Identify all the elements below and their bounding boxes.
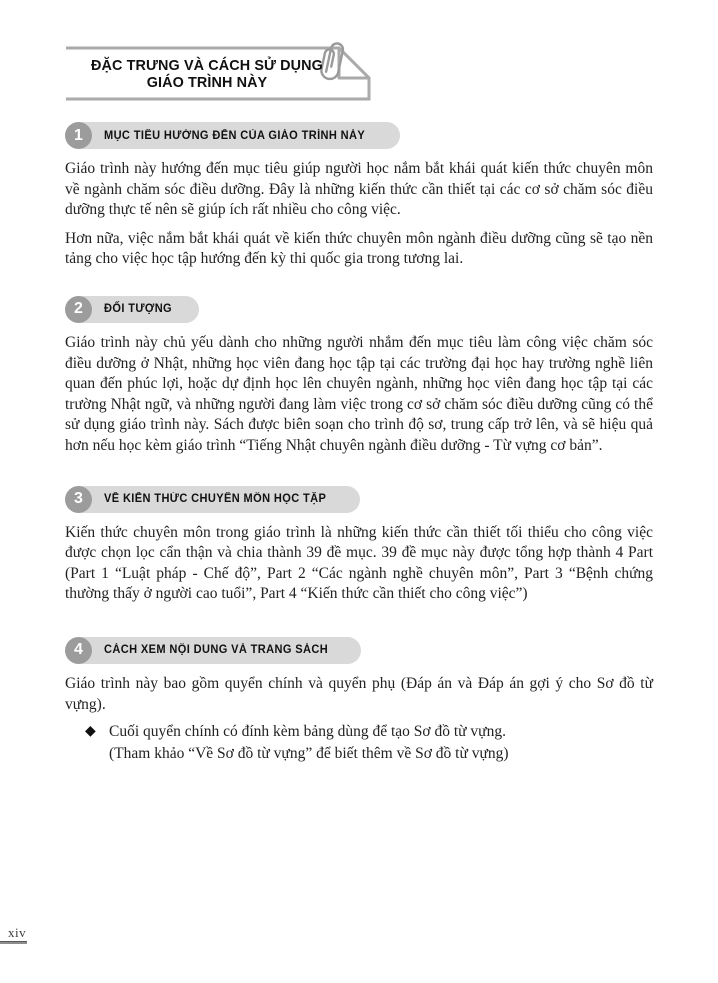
- section-3-label: VỀ KIẾN THỨC CHUYÊN MÔN HỌC TẬP: [104, 493, 327, 506]
- section-4-number-badge: 4: [65, 637, 92, 664]
- section-2-header: [65, 296, 653, 323]
- section-3-pill: [70, 486, 360, 513]
- chapter-header-note: [65, 36, 371, 104]
- page-title: [71, 48, 344, 99]
- diamond-bullet-icon: ◆: [85, 724, 96, 740]
- page-number: xiv: [8, 925, 27, 940]
- section-1-paragraph: Hơn nữa, việc nắm bắt khái quát về kiến thức chuyên môn ngành điều dưỡng cũng sẽ tạo nền tảng cho việc học tập hướng đến kỳ thi quốc gia trong tương lai.: [65, 229, 653, 268]
- bullet-text: Cuối quyển chính có đính kèm bảng dùng để tạo Sơ đồ từ vựng.: [109, 723, 506, 741]
- section-2-number-badge: 2: [65, 296, 92, 323]
- section-1-number-badge: 1: [65, 122, 92, 149]
- section-3-number-badge: 3: [65, 486, 92, 513]
- section-4-label: CÁCH XEM NỘI DUNG VÀ TRANG SÁCH: [104, 644, 329, 657]
- section-4-header: [65, 637, 653, 664]
- bullet-note: (Tham khảo “Về Sơ đồ từ vựng” để biết thêm về Sơ đồ từ vựng): [109, 744, 509, 762]
- section-1-header: [65, 122, 653, 149]
- page-title-line2: GIÁO TRÌNH NÀY: [146, 73, 268, 91]
- section-1-pill: [70, 122, 400, 149]
- section-2-label: ĐỐI TƯỢNG: [104, 303, 173, 316]
- section-4-paragraph: Giáo trình này bao gồm quyển chính và quyển phụ (Đáp án và Đáp án gợi ý cho Sơ đồ từ vựng).: [65, 674, 653, 713]
- section-3-paragraph: Kiến thức chuyên môn trong giáo trình là những kiến thức cần thiết tối thiểu cho công việc được chọn lọc cẩn thận và chia thành 39 đề mục. 39 đề mục này được tổng hợp thành 4 Part (Part 1 “Luật pháp - Chế độ”, Part 2 “Các ngành nghề chuyên môn”, Part 3 “Bệnh chứng thường thấy ở người cao tuổi”, Part 4 “Kiến thức cần thiết cho công việc”): [65, 523, 653, 603]
- page-title-line1: ĐẶC TRƯNG VÀ CÁCH SỬ DỤNG: [91, 56, 323, 74]
- section-4-pill: [70, 637, 361, 664]
- section-1-paragraph: Giáo trình này hướng đến mục tiêu giúp người học nắm bắt khái quát kiến thức chuyên môn về ngành chăm sóc điều dưỡng. Đây là những kiến thức cần thiết tại các cơ sở chăm sóc điều dưỡng thực tế nên sẽ giúp ích rất nhiều cho công việc.: [65, 160, 653, 219]
- bullet-item: [85, 722, 653, 743]
- page-content: [65, 0, 653, 764]
- section-2-paragraph: Giáo trình này chủ yếu dành cho những người nhắm đến mục tiêu làm công việc chăm sóc điều dưỡng ở Nhật, những học viên đang học tập tại các trường đại học hay trường nghề liên quan đến phúc lợi, hoặc dự định học lên chuyên ngành, những học viên đang học tập tại các trường Nhật ngữ, và những người đang làm việc trong cơ sở chăm sóc điều dưỡng cũng có thể sử dụng giáo trình này. Sách được biên soạn cho trình độ sơ, trung cấp trở lên, và sẽ hiệu quả hơn nếu học kèm giáo trình “Tiếng Nhật chuyên ngành điều dưỡng - Từ vựng cơ bản”.: [65, 333, 653, 454]
- section-3-header: [65, 486, 653, 513]
- section-1-label: MỤC TIÊU HƯỚNG ĐẾN CỦA GIÁO TRÌNH NÀY: [104, 129, 366, 142]
- page-number-rule: [0, 941, 27, 944]
